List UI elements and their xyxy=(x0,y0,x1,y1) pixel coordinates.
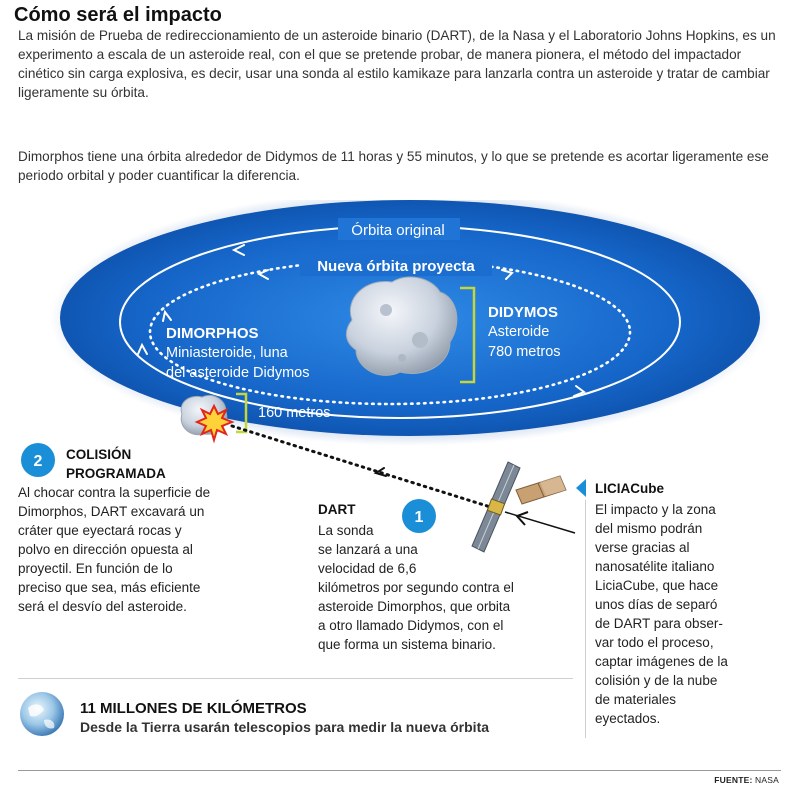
source-value: NASA xyxy=(755,775,779,785)
liciacube-line: var todo el proceso, xyxy=(595,635,714,650)
orbit-period-paragraph: Dimorphos tiene una órbita alrededor de Didymos de 11 horas y 55 minutos, y lo que se pretende es acortar ligeramente ese periodo orbital y poder cuantificar la diferencia. xyxy=(18,149,769,183)
liciacube-line: del mismo podrán xyxy=(595,521,703,536)
distance-divider xyxy=(18,678,573,679)
dart-line: La sonda xyxy=(318,523,374,538)
liciacube-line: nanosatélite italiano xyxy=(595,559,715,574)
dart-description xyxy=(318,521,578,654)
page-title: Cómo será el impacto xyxy=(14,4,222,26)
intro-paragraph: La misión de Prueba de redireccionamiento de un asteroide binario (DART), de la Nasa y el Laboratorio Johns Hopkins, es un experimento a escala de un asteroide real, con el que se pretende probar, de manera pionera, el método del impactador cinético sin carga explosiva, es decir, usar una sonda al estilo kamikaze para lanzarla contra un asteroide y tratar de cambiar ligeramente su órbita. xyxy=(18,28,776,100)
colision-description xyxy=(18,483,268,616)
colision-line: preciso que sea, más eficiente xyxy=(18,580,201,595)
didymos-line2: 780 metros xyxy=(488,344,561,360)
liciacube-satellite-icon xyxy=(516,476,566,504)
liciacube-line: de materiales xyxy=(595,692,677,707)
liciacube-description xyxy=(595,500,775,728)
source-credit xyxy=(714,775,779,785)
colision-title-line1: COLISIÓN xyxy=(66,447,132,462)
dimorphos-line2: del asteroide Didymos xyxy=(166,365,310,381)
didymos-asteroid xyxy=(346,277,456,375)
liciacube-line: verse gracias al xyxy=(595,540,690,555)
colision-line: Al chocar contra la superficie de xyxy=(18,485,211,500)
colision-title xyxy=(66,445,206,483)
colision-line: proyectil. En función de lo xyxy=(18,561,173,576)
liciacube-line: de DART para obser- xyxy=(595,616,723,631)
colision-line: será el desvío del asteroide. xyxy=(18,599,187,614)
liciacube-divider xyxy=(585,500,586,738)
dart-title: DART xyxy=(318,502,356,517)
colision-line: cráter que eyectará rocas y xyxy=(18,523,182,538)
colision-title-line2: PROGRAMADA xyxy=(66,466,166,481)
footer-divider xyxy=(18,770,781,771)
liciacube-line: eyectados. xyxy=(595,711,661,726)
source-label: FUENTE: xyxy=(714,775,753,785)
dart-line: se lanzará a una xyxy=(318,542,418,557)
dart-line: kilómetros por segundo contra el xyxy=(318,580,514,595)
didymos-line1: Asteroide xyxy=(488,324,550,340)
liciacube-line: LiciaCube, que hace xyxy=(595,578,719,593)
distance-title: 11 MILLONES DE KILÓMETROS xyxy=(80,700,307,717)
liciacube-marker xyxy=(576,479,586,497)
step-1-number: 1 xyxy=(414,509,424,526)
liciacube-line: captar imágenes de la xyxy=(595,654,728,669)
dart-line: a otro llamado Didymos, con el xyxy=(318,618,504,633)
dimorphos-name: DIMORPHOS xyxy=(166,325,259,342)
dart-line: velocidad de 6,6 xyxy=(318,561,417,576)
liciacube-title: LICIACube xyxy=(595,481,664,496)
distance-description: Desde la Tierra usarán telescopios para medir la nueva órbita xyxy=(80,719,490,735)
earth-icon xyxy=(18,690,66,738)
original-orbit-label: Órbita original xyxy=(351,222,445,239)
dart-line: que forma un sistema binario. xyxy=(318,637,496,652)
dimorphos-line1: Miniasteroide, luna xyxy=(166,345,288,361)
dart-line: asteroide Dimorphos, que orbita xyxy=(318,599,511,614)
liciacube-line: El impacto y la zona xyxy=(595,502,716,517)
colision-line: polvo en dirección opuesta al xyxy=(18,542,193,557)
step-2-number: 2 xyxy=(33,453,43,470)
new-orbit-label: Nueva órbita proyecta xyxy=(317,258,475,275)
dimorphos-size: 160 metros xyxy=(258,405,331,421)
didymos-name: DIDYMOS xyxy=(488,304,559,321)
colision-line: Dimorphos, DART excavará un xyxy=(18,504,205,519)
liciacube-line: unos días de separó xyxy=(595,597,718,612)
liciacube-line: colisión y de la nube xyxy=(595,673,718,688)
